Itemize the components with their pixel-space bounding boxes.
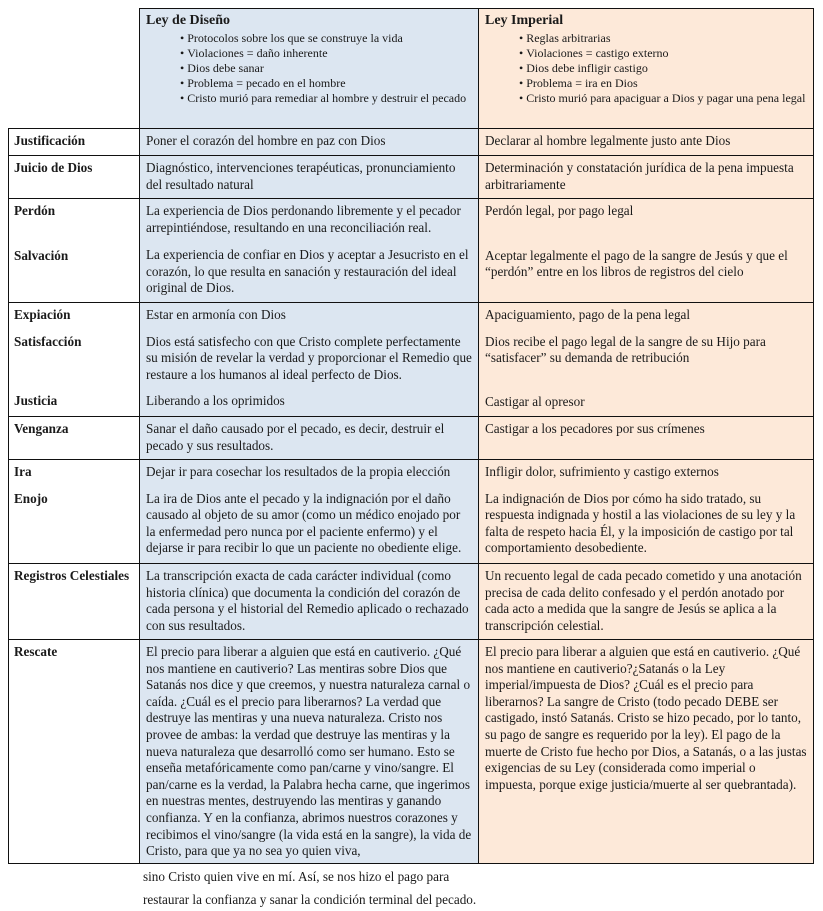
design-text: Dejar ir para cosechar los resultados de la propia elección [146, 464, 451, 479]
table-row [9, 460, 814, 564]
term-cell [9, 129, 140, 156]
term-label: Perdón [14, 203, 56, 218]
table-row [9, 640, 814, 864]
law-comparison-table [8, 8, 814, 864]
design-text: El precio para liberar a alguien que está en cautiverio. ¿Qué nos mantiene en cautiverio? Las mentiras sobre Dios que Satanás nos dice y que creemos, y nuestra naturaleza carnal o caída. ¿Cuál es el precio para liberarnos? La verdad que destruye las mentiras y una nueva naturaleza. Cristo nos provee de ambas: la verdad que destruye las mentiras y la nueva naturaleza que desarrolló como ser humano. Esto se enseña metafóricamente como pan/carne y vino/sangre. El pan/carne es la verdad, la Palabra hecha carne, que ingerimos en nuestras mentes, destruyendo las mentiras y ganando confianza. Y en la confianza, abrimos nuestros corazones y recibimos el vino/sangre (la vida está en la sangre), la vida de Cristo, para que ya no sea yo quien viva, [146, 644, 472, 859]
design-text: La experiencia de Dios perdonando libremente y el pecador arrepintiéndose, resultando en una reconciliación real. [146, 203, 461, 235]
imperial-text: La indignación de Dios por cómo ha sido tratado, su respuesta indignada y hostil a las violaciones de su ley y la falta de respeto hacia Él, y la imposición de castigo por tal comportamiento desobediente. [485, 490, 796, 556]
term-label: Justificación [14, 133, 86, 148]
rescate-overflow-text [143, 865, 503, 911]
imperial-text: Un recuento legal de cada pecado cometido y una anotación precisa de cada delito confesado y el perdón anotado por cada acto a medida que la sangre de Jesús se aplica a la transcripción celestial. [485, 568, 802, 633]
header-row [9, 9, 814, 129]
design-cell [140, 199, 479, 303]
term-cell [9, 303, 140, 417]
header-blank-cell [9, 9, 140, 129]
term-label: Satisfacción [14, 333, 82, 349]
imperial-text: Castigar a los pecadores por sus crímenes [485, 421, 705, 436]
table-row [9, 303, 814, 417]
design-cell [140, 417, 479, 460]
term-label: Ira [14, 464, 32, 479]
imperial-text: Determinación y constatación jurídica de la pena impuesta arbitrariamente [485, 160, 794, 192]
imperial-text: Aceptar legalmente el pago de la sangre de Jesús y que el “perdón” entre en los libros de registros del cielo [485, 247, 788, 280]
bullet-item: • Problema = pecado en el hombre [180, 76, 472, 91]
term-label: Justicia [14, 393, 58, 409]
design-text: Estar en armonía con Dios [146, 307, 286, 322]
imperial-cell [479, 303, 814, 417]
bullet-item: • Cristo murió para apaciguar a Dios y pagar una pena legal [519, 91, 807, 106]
term-label: Registros Celestiales [14, 568, 130, 583]
bullet-item: • Reglas arbitrarias [519, 31, 807, 46]
bullet-item: • Protocolos sobre los que se construye la vida [180, 31, 472, 46]
design-cell [140, 564, 479, 640]
design-text: Dios está satisfecho con que Cristo complete perfectamente su misión de revelar la verdad y proporcionar el Remedio que restaure a los humanos al ideal perfecto de Dios. [146, 333, 472, 382]
design-cell [140, 640, 479, 864]
bullet-item: • Dios debe infligir castigo [519, 61, 807, 76]
term-cell [9, 640, 140, 864]
design-cell [140, 460, 479, 564]
term-cell [9, 564, 140, 640]
design-text: Diagnóstico, intervenciones terapéuticas, pronunciamiento del resultado natural [146, 160, 456, 192]
table-row [9, 129, 814, 156]
imperial-cell [479, 156, 814, 199]
imperial-cell [479, 460, 814, 564]
imperial-text: Dios recibe el pago legal de la sangre de su Hijo para “satisfacer” su demanda de retribución [485, 333, 766, 366]
imperial-cell [479, 417, 814, 460]
header-imperial-law [479, 9, 814, 129]
imperial-cell [479, 199, 814, 303]
bullet-item: • Dios debe sanar [180, 61, 472, 76]
imperial-law-bullets [485, 31, 807, 107]
term-label: Expiación [14, 307, 71, 322]
header-design-law [140, 9, 479, 129]
design-law-title: Ley de Diseño [146, 13, 230, 28]
term-label: Salvación [14, 247, 69, 263]
imperial-text: El precio para liberar a alguien que está en cautiverio. ¿Qué nos mantiene en cautiverio?¿Satanás o la Ley imperial/impuesta de Dios? ¿Cuál es el precio para liberarnos? La sangre de Cristo (todo pecado DEBE ser castigado, instó Satanás. Cristo se hizo pecado, por lo tanto, su pago de sangre es requerido por la ley). El pago de la muerte de Cristo fue hecho por Dios, a Satanás, o a las justas exigencias de su Ley (considerada como imperial o impuesta, porque exige justicia/muerte al ser quebrantada). [485, 644, 807, 792]
imperial-text: Apaciguamiento, pago de la pena legal [485, 307, 691, 322]
term-cell [9, 460, 140, 564]
imperial-text: Infligir dolor, sufrimiento y castigo externos [485, 464, 719, 479]
design-text: Liberando a los oprimidos [146, 393, 285, 409]
imperial-cell [479, 640, 814, 864]
imperial-text: Perdón legal, por pago legal [485, 203, 634, 218]
term-cell [9, 199, 140, 303]
bullet-item: • Cristo murió para remediar al hombre y destruir el pecado [180, 91, 472, 106]
design-text: La experiencia de confiar en Dios y aceptar a Jesucristo en el corazón, lo que resulta en sanación y restauración del ideal original de Dios. [146, 247, 469, 296]
imperial-text: Declarar al hombre legalmente justo ante Dios [485, 133, 731, 148]
bullet-item: • Violaciones = daño inherente [180, 46, 472, 61]
imperial-cell [479, 129, 814, 156]
term-cell [9, 156, 140, 199]
imperial-cell [479, 564, 814, 640]
design-text: Poner el corazón del hombre en paz con Dios [146, 133, 386, 148]
bullet-item: • Problema = ira en Dios [519, 76, 807, 91]
design-cell [140, 156, 479, 199]
design-law-bullets [146, 31, 472, 107]
imperial-text: Castigar al opresor [485, 393, 585, 409]
table-row [9, 417, 814, 460]
table-row [9, 156, 814, 199]
imperial-law-title: Ley Imperial [485, 13, 564, 28]
overflow-line: sino Cristo quien vive en mí. Así, se nos hizo el pago para [143, 869, 450, 884]
design-cell [140, 129, 479, 156]
term-label: Juicio de Dios [14, 160, 93, 175]
design-text: La ira de Dios ante el pecado y la indignación por el daño causado al objeto de su amor (como un médico enojado por la enfermedad pero nunca por el paciente enfermo) y el dejarse ir para recibir lo que un paciente no obediente elige. [146, 490, 462, 556]
term-label: Enojo [14, 490, 48, 506]
overflow-line: restaurar la confianza y sanar la condición terminal del pecado. [143, 892, 477, 907]
term-label: Rescate [14, 644, 58, 659]
bullet-item: • Violaciones = castigo externo [519, 46, 807, 61]
term-cell [9, 417, 140, 460]
design-text: Sanar el daño causado por el pecado, es decir, destruir el pecado y sus resultados. [146, 421, 445, 453]
term-label: Venganza [14, 421, 69, 436]
design-text: La transcripción exacta de cada carácter individual (como historia clínica) que documenta la condición del corazón de cada persona y el historial del Remedio aplicado o rechazado con sus resultados. [146, 568, 469, 633]
table-row [9, 564, 814, 640]
design-cell [140, 303, 479, 417]
table-row [9, 199, 814, 303]
